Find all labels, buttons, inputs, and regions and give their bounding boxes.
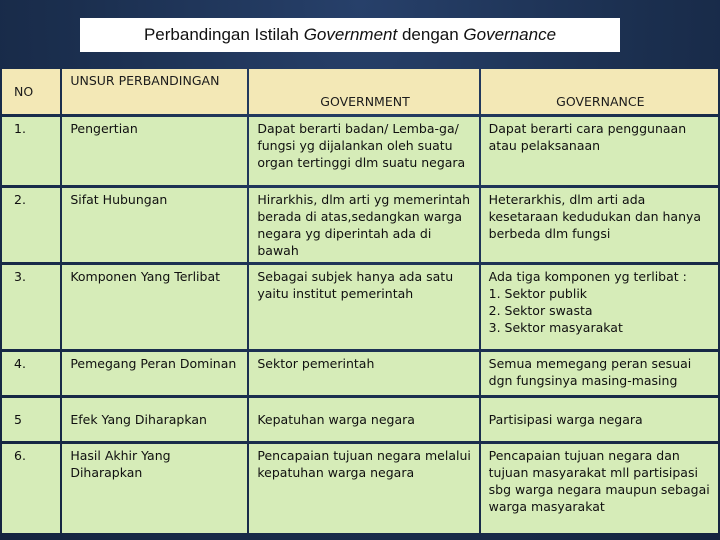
row-government: Dapat berarti badan/ Lemba-ga/ fungsi yg dijalankan oleh suatu organ tertinggi dlm suatu negara [249, 117, 478, 185]
row-unsur: Efek Yang Diharapkan [62, 398, 247, 441]
row-unsur: Sifat Hubungan [62, 188, 247, 262]
comparison-table [0, 66, 720, 536]
header-governance: GOVERNANCE [481, 69, 718, 114]
row-no: 1. [2, 117, 60, 185]
title-text-1: Perbandingan Istilah [143, 25, 304, 44]
title-box [80, 18, 620, 52]
row-government: Hirarkhis, dlm arti yg memerintah berada di atas,sedangkan warga negara yg diperintah ada di bawah [249, 188, 478, 262]
governance-line: Semua memegang peran sesuai dgn fungsinya masing-masing [488, 356, 692, 388]
row-governance [481, 117, 718, 185]
governance-line: Ada tiga komponen yg terlibat : [488, 269, 687, 284]
title-text-2: dengan [397, 25, 464, 44]
table-row [2, 265, 718, 349]
row-unsur: Pemegang Peran Dominan [62, 352, 247, 395]
header-no: NO [2, 69, 60, 114]
slide-title [144, 25, 556, 45]
table-row [2, 188, 718, 262]
row-governance [481, 398, 718, 441]
header-unsur: UNSUR PERBANDINGAN [62, 69, 247, 114]
row-government: Pencapaian tujuan negara melalui kepatuhan warga negara [249, 444, 478, 533]
table-row [2, 398, 718, 441]
table-row [2, 117, 718, 185]
row-no: 5 [2, 398, 60, 441]
row-governance [481, 444, 718, 533]
row-no: 2. [2, 188, 60, 262]
governance-line: Dapat berarti cara penggunaan atau pelaksanaan [488, 121, 687, 153]
table-row [2, 352, 718, 395]
row-government: Sebagai subjek hanya ada satu yaitu institut pemerintah [249, 265, 478, 349]
governance-list-item: 1. Sektor publik [488, 286, 588, 301]
row-no: 3. [2, 265, 60, 349]
row-governance [481, 352, 718, 395]
row-governance [481, 188, 718, 262]
title-italic-governance: Governance [463, 25, 557, 44]
row-governance [481, 265, 718, 349]
row-unsur: Komponen Yang Terlibat [62, 265, 247, 349]
governance-list-item: 3. Sektor masyarakat [488, 320, 623, 335]
governance-line: Partisipasi warga negara [488, 412, 643, 427]
row-no: 4. [2, 352, 60, 395]
row-unsur: Hasil Akhir Yang Diharapkan [62, 444, 247, 533]
row-no: 6. [2, 444, 60, 533]
governance-line: Pencapaian tujuan negara dan tujuan masyarakat mll partisipasi sbg warga negara maupun sebagai warga masyarakat [488, 448, 710, 514]
row-government: Kepatuhan warga negara [249, 398, 478, 441]
table-row [2, 444, 718, 533]
governance-line: Heterarkhis, dlm arti ada kesetaraan kedudukan dan hanya berbeda dlm fungsi [488, 192, 702, 241]
header-government: GOVERNMENT [249, 69, 478, 114]
row-unsur: Pengertian [62, 117, 247, 185]
row-government: Sektor pemerintah [249, 352, 478, 395]
title-italic-government: Government [303, 25, 398, 44]
governance-list-item: 2. Sektor swasta [488, 303, 593, 318]
table-header-row [2, 69, 718, 114]
